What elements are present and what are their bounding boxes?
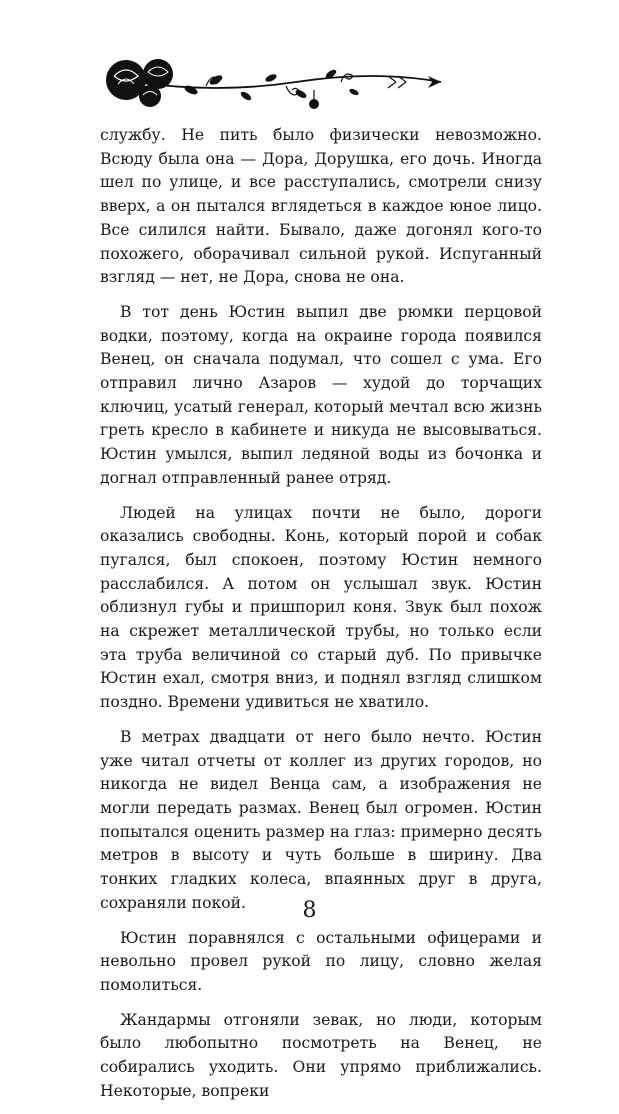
paragraph: В тот день Юстин выпил две рюмки перцовой водки, поэтому, когда на окраине города появился Венец, он сначала подумал, что сошел с ума. Его отправил лично Азаров — худой до торчащих ключиц, усатый генерал, который мечтал всю жизнь греть кресло в кабинете и никуда не высовываться. Юстин умылся, выпил ледяной воды из бочонка и догнал отправленный ранее отряд. — [100, 302, 542, 487]
rose-vine-arrow-icon — [96, 52, 456, 114]
body-text — [100, 124, 542, 1114]
paragraph: Юстин поравнялся с остальными офицерами и невольно провел рукой по лицу, словно желая помолиться. — [100, 928, 542, 994]
paragraph: В метрах двадцати от него было нечто. Юстин уже читал отчеты от коллег из других городов, но никогда не видел Венца сам, а изображения не могли передать размах. Венец был огромен. Юстин попытался оценить размер на глаз: примерно десять метров в высоту и чуть больше в ширину. Два тонких гладких колеса, впаянных друг в друга, сохраняли покой. — [100, 727, 542, 912]
paragraph: службу. Не пить было физически невозможно. Всюду была она — Дора, Дорушка, его дочь. Иногда шел по улице, и все расступались, смотрели снизу вверх, а он пытался вглядеться в каждое юное лицо. Все силился найти. Бывало, даже догонял кого-то похожего, оборачивал сильной рукой. Испуганный взгляд — нет, не Дора, снова не она. — [100, 126, 542, 287]
paragraph: Людей на улицах почти не было, дороги оказались свободны. Конь, который порой и собак пугался, был спокоен, поэтому Юстин немного расслабился. А потом он услышал звук. Юстин облизнул губы и пришпорил коня. Звук был похож на скрежет металлической трубы, но только если эта труба величиной со старый дуб. По привычке Юстин ехал, смотря вниз, и поднял взгляд слишком поздно. Времени удивиться не хватило. — [100, 503, 542, 712]
page-number: 8 — [302, 898, 317, 923]
paragraph: Жандармы отгоняли зевак, но люди, которым было любопытно посмотреть на Венец, не собирались уходить. Они упрямо приближались. Некоторые, вопреки — [100, 1010, 542, 1100]
